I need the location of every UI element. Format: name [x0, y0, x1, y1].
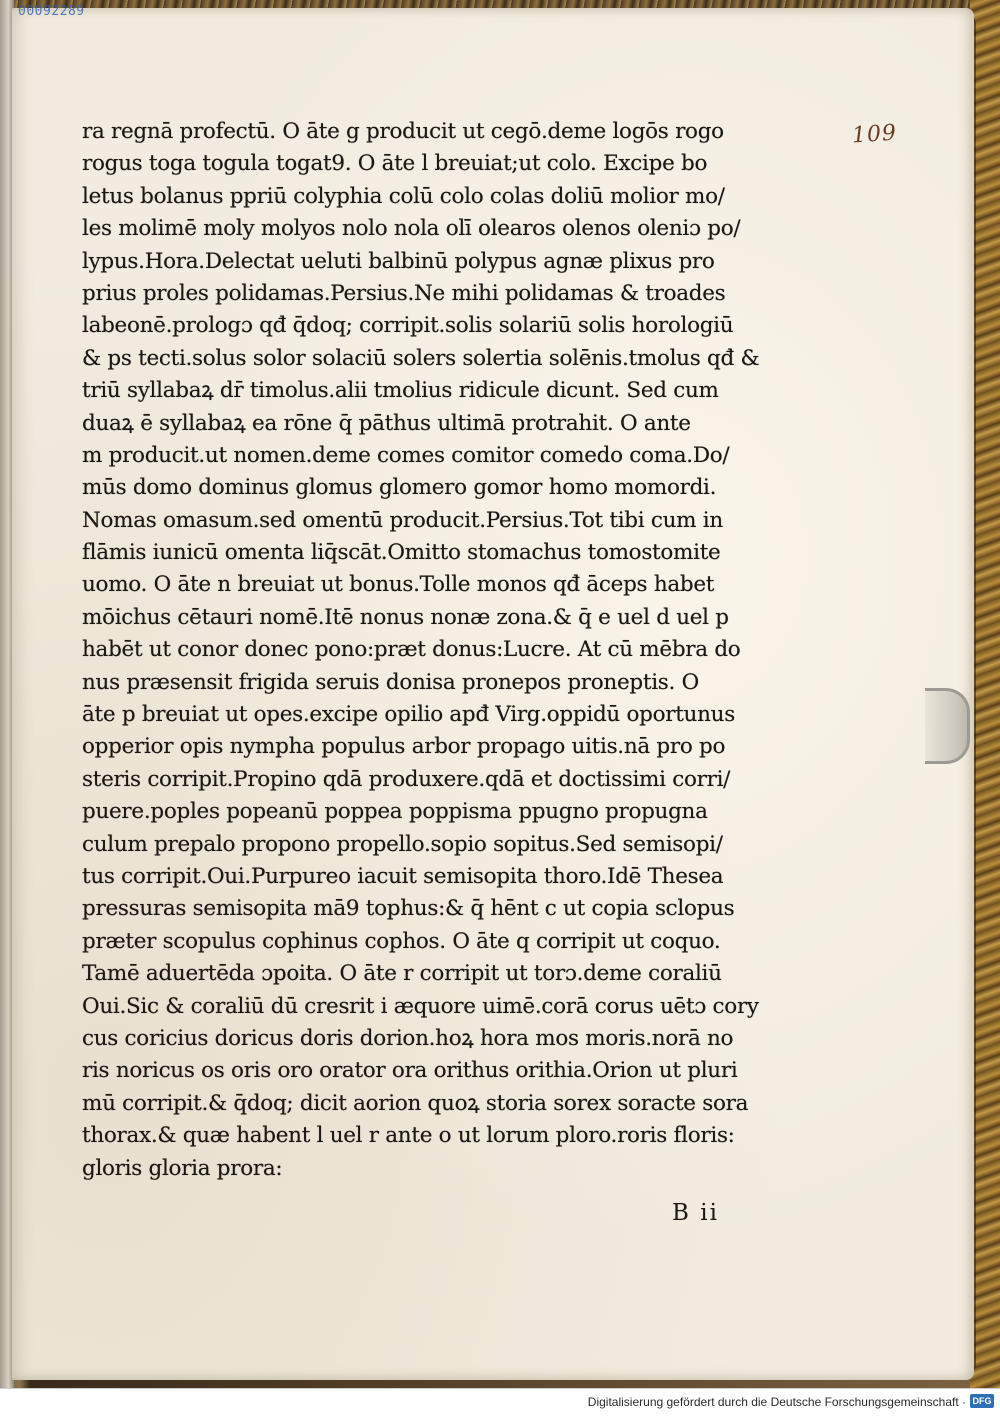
text-line: puere.poples popeanū poppea poppisma ppugno propugna	[82, 799, 708, 825]
text-line: habēt ut conor donec pono:præt donus:Lucre. At cū mēbra do	[82, 637, 741, 663]
text-line: thorax.& quæ habent l uel r ante o ut lorum ploro.roris floris:	[82, 1123, 735, 1149]
text-line: duaꝝ ē syllabaꝝ ea rōne q̄ pāthus ultimā protrahit. O ante	[82, 410, 691, 436]
text-line: les molimē moly molyos nolo nola olī olearos olenos oleniɔ po/	[82, 216, 741, 242]
text-line: triū syllabaꝝ dr̄ timolus.alii tmolius ridicule dicunt. Sed cum	[82, 378, 719, 404]
text-line: flāmis iunicū omenta liq̄scāt.Omitto stomachus tomostomite	[82, 540, 721, 566]
dfg-logo-icon: DFG	[970, 1394, 994, 1408]
text-line: præter scopulus cophinus cophos. O āte q corripit ut coquo.	[82, 928, 721, 954]
text-line: nus præsensit frigida seruis donisa pronepos proneptis. O	[82, 669, 699, 695]
text-line: ris noricus os oris oro orator ora orithus orithia.Orion ut pluri	[82, 1058, 738, 1084]
text-line: labeonē.prologɔ qđ q̄doq; corripit.solis solariū solis horologiū	[82, 313, 734, 339]
text-line: Oui.Sic & coraliū dū cresrit i æquore uimē.corā corus uētɔ cory	[82, 993, 759, 1019]
text-line: Tamē aduertēda ɔpoita. O āte r corripit ut torɔ.deme coraliū	[82, 961, 722, 987]
text-line: āte p breuiat ut opes.excipe opilio apđ Virg.oppidū oportunus	[82, 702, 735, 728]
text-line: prius proles polidamas.Persius.Ne mihi polidamas & troades	[82, 280, 726, 306]
text-line: ra regnā profectū. O āte g producit ut cegō.deme logōs rogo	[82, 119, 724, 144]
text-line: gloris gloria prora:	[82, 1155, 283, 1181]
signature-mark: B ii	[672, 1200, 719, 1226]
text-line: Nomas omasum.sed omentū producit.Persius.Tot tibi cum in	[82, 507, 723, 533]
text-line: mū corripit.& q̄doq; dicit aorion quoꝝ storia sorex soracte sora	[82, 1090, 749, 1116]
text-line: letus bolanus ppriū colyphia colū colo colas doliū molior mo/	[82, 183, 725, 209]
text-line: culum prepalo propono propello.sopio sopitus.Sed semisopi/	[82, 831, 723, 857]
funding-credit: Digitalisierung gefördert durch die Deutsche Forschungsgemeinschaft ·	[587, 1395, 966, 1409]
page-clip	[925, 688, 970, 764]
printed-text-block	[82, 116, 822, 1185]
text-line: mūs domo dominus glomus glomero gomor homo momordi.	[82, 475, 717, 501]
text-line: mōichus cētauri nomē.Itē nonus nonæ zona.& q̄ e uel d uel p	[82, 604, 729, 630]
text-line: & ps tecti.solus solor solaciū solers solertia solēnis.tmolus qđ &	[82, 345, 760, 371]
text-line: tus corripit.Oui.Purpureo iacuit semisopita thoro.Idē Thesea	[82, 863, 724, 889]
text-line: rogus toga togula togat9. O āte l breuiat;ut colo. Excipe bo	[82, 151, 708, 177]
text-line: uomo. O āte n breuiat ut bonus.Tolle monos qđ āceps habet	[82, 572, 715, 598]
scan-identifier: 00092289	[18, 4, 85, 19]
footer-bar	[0, 1388, 1000, 1416]
text-line: steris corripit.Propino qdā produxere.qdā et doctissimi corri/	[82, 766, 731, 792]
text-line: m producit.ut nomen.deme comes comitor comedo coma.Do/	[82, 442, 730, 468]
text-line: opperior opis nympha populus arbor propago uitis.nā pro po	[82, 734, 726, 760]
handwritten-folio-number: 109	[851, 120, 898, 149]
text-line: pressuras semisopita mā9 tophus:& q̄ hēnt c ut copia sclopus	[82, 896, 735, 922]
book-page	[12, 4, 974, 1380]
text-line: lypus.Hora.Delectat ueluti balbinū polypus agnæ plixus pro	[82, 248, 715, 274]
text-line: cus coricius doricus doris dorion.hoꝝ hora mos moris.norā no	[82, 1025, 734, 1051]
